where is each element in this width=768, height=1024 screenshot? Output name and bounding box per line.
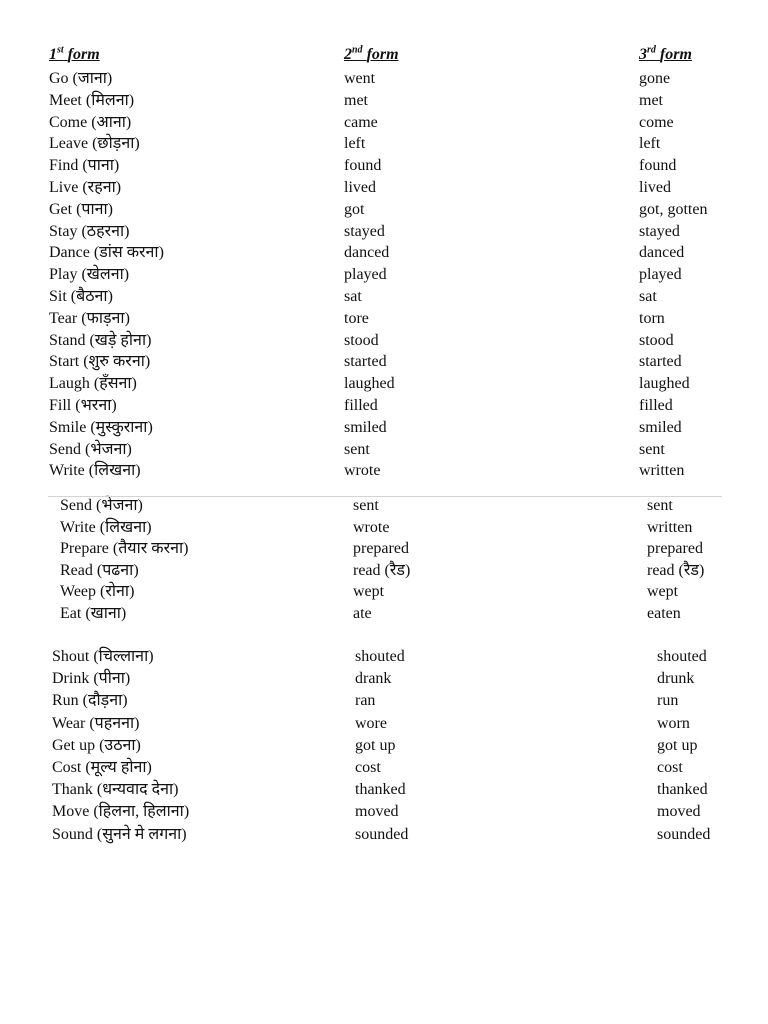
past-participle-cell: smiled (639, 418, 682, 436)
past-participle-cell: started (639, 353, 682, 371)
base-form-cell: Dance (डांस करना) (49, 244, 164, 262)
verb-row (0, 221, 768, 243)
past-form-cell: stood (344, 331, 379, 349)
past-form-cell: laughed (344, 375, 395, 393)
base-form-cell: Cost (मूल्य होना) (52, 759, 152, 776)
base-form-cell: Wear (पहनना) (52, 714, 140, 732)
base-form-cell: Come (आना) (49, 113, 132, 131)
verb-row (0, 308, 768, 330)
past-participle-cell: torn (639, 309, 665, 327)
verb-row (0, 133, 768, 155)
past-participle-cell: stood (639, 331, 674, 349)
past-form-cell: lived (344, 179, 376, 196)
verb-row (0, 603, 768, 625)
past-form-cell: stayed (344, 222, 385, 240)
base-form-cell: Write (लिखना) (60, 518, 152, 536)
header-second-form: 2nd form (344, 44, 399, 63)
past-participle-cell: got up (657, 736, 698, 754)
column-headers (0, 44, 768, 68)
past-participle-cell: played (639, 266, 682, 284)
verb-row (0, 779, 768, 801)
verb-row (0, 439, 768, 461)
header-first-form: 1st form (49, 44, 100, 63)
past-participle-cell: eaten (647, 605, 681, 622)
verb-row (0, 460, 768, 482)
past-participle-cell: run (657, 692, 679, 710)
header-third-form: 3rd form (639, 44, 692, 63)
past-participle-cell: stayed (639, 222, 680, 240)
base-form-cell: Meet (मिलना) (49, 91, 135, 109)
verb-row (0, 757, 768, 779)
verb-row (0, 90, 768, 112)
base-form-cell: Smile (मुस्कुराना) (49, 418, 153, 436)
past-form-cell: sounded (355, 825, 409, 843)
past-form-cell: ate (353, 605, 372, 622)
verb-row (0, 112, 768, 134)
verb-row (0, 417, 768, 439)
past-form-cell: shouted (355, 648, 405, 665)
verb-row (0, 517, 768, 539)
verb-row (0, 395, 768, 417)
base-form-cell: Stand (खड़े होना) (49, 331, 152, 349)
past-participle-cell: moved (657, 803, 701, 821)
past-form-cell: filled (344, 397, 378, 414)
base-form-cell: Laugh (हँसना) (49, 375, 137, 393)
past-participle-cell: written (647, 518, 693, 536)
base-form-cell: Start (शुरु करना) (49, 353, 151, 371)
verb-row (0, 177, 768, 199)
base-form-cell: Weep (रोना) (60, 583, 135, 601)
past-participle-cell: got, gotten (639, 200, 708, 218)
verb-row (0, 286, 768, 308)
verb-row (0, 264, 768, 286)
past-participle-cell: filled (639, 397, 673, 414)
past-participle-cell: left (639, 135, 661, 153)
past-form-cell: tore (344, 309, 369, 327)
past-form-cell: found (344, 157, 382, 175)
section-divider (48, 496, 722, 497)
past-form-cell: wrote (353, 518, 390, 536)
base-form-cell: Get (पाना) (49, 200, 114, 218)
past-participle-cell: come (639, 113, 674, 131)
past-form-cell: sat (344, 288, 362, 305)
past-participle-cell: laughed (639, 375, 690, 393)
base-form-cell: Thank (धन्यवाद देना) (52, 781, 179, 799)
past-form-cell: got (344, 200, 365, 218)
base-form-cell: Find (पाना) (49, 157, 120, 175)
base-form-cell: Run (दौड़ना) (52, 692, 128, 710)
past-form-cell: left (344, 135, 366, 153)
past-participle-cell: sent (647, 497, 673, 514)
past-participle-cell: drunk (657, 670, 695, 688)
past-form-cell: got up (355, 736, 396, 754)
past-form-cell: met (344, 91, 368, 109)
base-form-cell: Live (रहना) (49, 179, 122, 196)
past-form-cell: cost (355, 759, 381, 776)
base-form-cell: Leave (छोड़ना) (49, 135, 140, 153)
base-form-cell: Eat (खाना) (60, 605, 127, 622)
past-participle-cell: sounded (657, 825, 711, 843)
past-form-cell: wept (353, 583, 385, 601)
base-form-cell: Send (भेजना) (60, 497, 143, 514)
verb-row (0, 68, 768, 90)
verb-row (0, 495, 768, 517)
verb-row (0, 713, 768, 735)
past-form-cell: started (344, 353, 387, 371)
past-participle-cell: wept (647, 583, 679, 601)
verb-row (0, 560, 768, 582)
verb-row (0, 242, 768, 264)
base-form-cell: Stay (ठहरना) (49, 222, 130, 240)
past-form-cell: came (344, 113, 378, 131)
base-form-cell: Get up (उठना) (52, 736, 141, 754)
past-form-cell: danced (344, 244, 390, 262)
past-form-cell: played (344, 266, 387, 284)
past-participle-cell: gone (639, 70, 671, 87)
verb-row (0, 646, 768, 668)
past-form-cell: read (रैड) (353, 561, 411, 579)
verb-row (0, 155, 768, 177)
past-form-cell: smiled (344, 418, 387, 436)
base-form-cell: Fill (भरना) (49, 397, 117, 414)
past-form-cell: went (344, 70, 376, 87)
base-form-cell: Drink (पीना) (52, 670, 131, 688)
past-form-cell: drank (355, 670, 392, 688)
past-form-cell: moved (355, 803, 399, 821)
past-participle-cell: found (639, 157, 677, 175)
past-participle-cell: met (639, 91, 663, 109)
past-form-cell: wore (355, 714, 387, 732)
base-form-cell: Go (जाना) (49, 70, 113, 87)
past-participle-cell: thanked (657, 781, 708, 799)
base-form-cell: Move (हिलना, हिलाना) (52, 803, 190, 821)
base-form-cell: Play (खेलना) (49, 266, 130, 284)
past-participle-cell: lived (639, 179, 671, 196)
verb-row (0, 330, 768, 352)
past-form-cell: sent (353, 497, 379, 514)
verb-row (0, 538, 768, 560)
verb-row (0, 199, 768, 221)
verb-row (0, 735, 768, 757)
base-form-cell: Shout (चिल्लाना) (52, 648, 154, 665)
past-participle-cell: sat (639, 288, 657, 305)
verb-row (0, 690, 768, 712)
past-participle-cell: read (रैड) (647, 561, 705, 579)
base-form-cell: Prepare (तैयार करना) (60, 540, 189, 558)
verb-row (0, 824, 768, 846)
base-form-cell: Sound (सुनने मे लगना) (52, 825, 187, 843)
past-participle-cell: worn (657, 714, 690, 732)
verb-row (0, 351, 768, 373)
past-form-cell: prepared (353, 540, 409, 558)
past-participle-cell: written (639, 462, 685, 480)
past-participle-cell: prepared (647, 540, 703, 558)
past-form-cell: sent (344, 440, 370, 458)
base-form-cell: Tear (फाड़ना) (49, 309, 130, 327)
base-form-cell: Read (पढना) (60, 561, 139, 579)
base-form-cell: Send (भेजना) (49, 440, 132, 458)
past-form-cell: thanked (355, 781, 406, 799)
past-form-cell: wrote (344, 462, 381, 480)
past-participle-cell: danced (639, 244, 685, 262)
verb-row (0, 373, 768, 395)
verb-row (0, 668, 768, 690)
verb-row (0, 581, 768, 603)
verb-row (0, 801, 768, 823)
past-form-cell: ran (355, 692, 376, 710)
base-form-cell: Sit (बैठना) (49, 288, 113, 305)
base-form-cell: Write (लिखना) (49, 462, 141, 480)
past-participle-cell: shouted (657, 648, 707, 665)
past-participle-cell: cost (657, 759, 683, 776)
past-participle-cell: sent (639, 440, 665, 458)
